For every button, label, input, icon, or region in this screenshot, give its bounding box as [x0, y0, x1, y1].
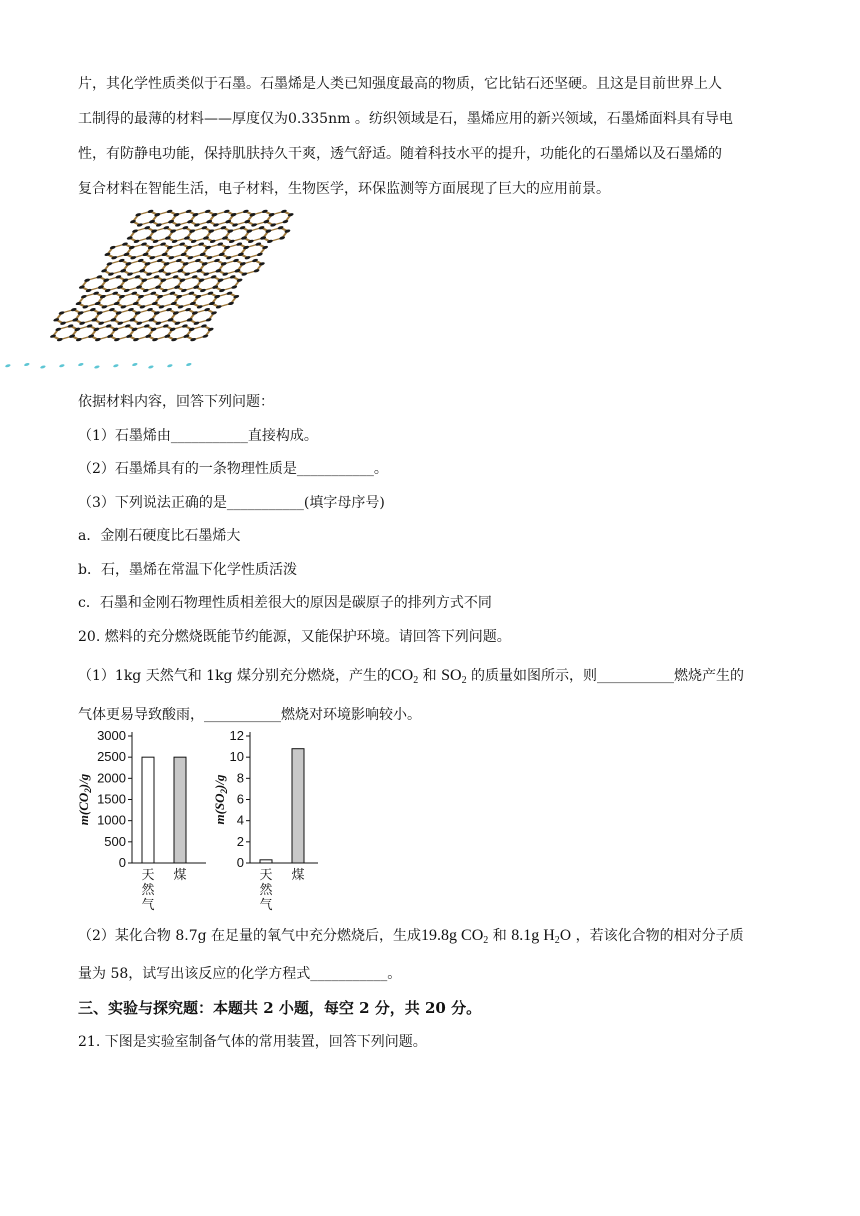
x-category-label: 煤 — [173, 868, 187, 883]
hydrogen-atom — [185, 363, 192, 366]
q19-prompt: 依据材料内容，回答下列问题： — [78, 394, 274, 410]
x-category-label: 天然气 — [141, 868, 155, 913]
y-tick-label: 4 — [236, 812, 244, 828]
carbon-atom — [80, 295, 88, 298]
y-tick-label: 8 — [236, 770, 244, 786]
carbon-atom — [54, 328, 62, 331]
carbon-atom — [58, 311, 66, 314]
carbon-atom — [109, 246, 117, 249]
y-tick-label: 6 — [236, 791, 244, 807]
carbon-atom — [106, 262, 114, 265]
carbon-atom — [230, 285, 238, 288]
hydrogen-atom — [23, 363, 30, 366]
q20-part2-and: 和 — [492, 928, 507, 944]
y-tick-label: 1000 — [97, 812, 126, 828]
y-tick-label: 2 — [236, 833, 244, 849]
y-axis-title: $m(CO_2)/g$ — [76, 773, 93, 826]
q19-option-b: b．石，墨烯在常温下化学性质活泼 — [78, 562, 297, 578]
hydrogen-atom — [93, 366, 100, 369]
q20-part1-line1 — [78, 666, 744, 691]
q20-part1-text-a: （1）1kg 天然气和 1kg 煤分别充分燃烧，产生的 — [78, 668, 391, 684]
q19-part3: （3）下列说法正确的是___________(填字母序号) — [78, 495, 385, 511]
y-tick-label: 12 — [229, 728, 244, 743]
q20-part2-text-b: O ，若该化合物的相对分子质 — [559, 928, 744, 944]
bar-natural-gas — [142, 757, 154, 863]
q21-stem: 21. 下图是实验室制备气体的常用装置，回答下列问题。 — [78, 1034, 427, 1050]
carbon-atom — [83, 279, 91, 282]
q19-part1: （1）石墨烯由___________直接构成。 — [78, 428, 318, 444]
carbon-atom — [131, 230, 139, 233]
q20-part1-and: 和 — [422, 668, 437, 684]
intro-line-2: 工制得的最薄的材料——厚度仅为0.335nm 。纺织领域是石，墨烯应用的新兴领域，石墨烯面料具有导电 — [78, 111, 733, 127]
carbon-atom — [202, 335, 210, 338]
so2-formula: $SO_2$ — [441, 667, 467, 686]
carbon-atom — [282, 220, 290, 223]
y-tick-label: 500 — [104, 833, 126, 849]
y-tick-label: 10 — [229, 749, 244, 765]
hydrogen-atom — [147, 366, 154, 369]
co2-mass-formula: 19.8g $CO_2$ — [421, 927, 489, 946]
q19-part2: （2）石墨烯具有的一条物理性质是___________。 — [78, 461, 388, 477]
hydrogen-atom — [77, 363, 84, 366]
section-3-title: 三、实验与探究题：本题共 2 小题，每空 2 分，共 20 分。 — [78, 999, 482, 1017]
y-tick-label: 0 — [236, 855, 244, 870]
intro-line-4: 复合材料在智能生活，电子材料，生物医学，环保监测等方面展现了巨大的应用前景。 — [78, 181, 610, 197]
y-tick-label: 0 — [118, 855, 126, 870]
x-category-label: 天然气 — [259, 868, 273, 913]
q20-stem: 20. 燃料的充分燃烧既能节约能源，又能保护环境。请回答下列问题。 — [78, 629, 511, 645]
intro-line-1: 片，其化学性质类似于石墨。石墨烯是人类已知强度最高的物质，它比钻石还坚硬。且这是目前世界上人 — [78, 76, 722, 92]
h2o-mass-formula: 8.1g $H_2$ — [511, 927, 560, 946]
q19-option-c: c．石墨和金刚石物理性质相差很大的原因是碳原子的排列方式不同 — [78, 595, 492, 611]
carbon-atom — [278, 236, 286, 239]
bar-natural-gas — [260, 860, 272, 863]
graphene-structure-image — [84, 212, 284, 362]
bar-coal — [292, 749, 304, 863]
hydrogen-atom — [131, 363, 138, 366]
co2-formula: $CO_2$ — [390, 667, 419, 686]
y-tick-label: 1500 — [97, 791, 126, 807]
hydrogen-atom — [166, 364, 173, 367]
x-category-label: 煤 — [291, 868, 305, 883]
q20-part1-text-b: 的质量如图所示，则___________燃烧产生的 — [471, 668, 745, 684]
hydrogen-atom — [58, 364, 65, 367]
carbon-atom — [256, 253, 264, 256]
bar-coal — [174, 757, 186, 863]
carbon-atom — [205, 318, 213, 321]
q20-part1-line2: 气体更易导致酸雨，___________燃烧对环境影响较小。 — [78, 707, 421, 723]
intro-line-3: 性，有防静电功能，保持肌肤持久干爽，透气舒适。随着科技水平的提升，功能化的石墨烯以及石墨烯的 — [78, 146, 722, 162]
so2-mass-bar-chart — [212, 728, 324, 913]
hydrogen-atom — [112, 364, 119, 367]
carbon-atom — [253, 269, 261, 272]
q20-part2-text-a: （2）某化合物 8.7g 在足量的氧气中充分燃烧后，生成 — [78, 928, 422, 944]
q20-part2-line2: 量为 58，试写出该反应的化学方程式___________。 — [78, 966, 402, 982]
y-tick-label: 2500 — [97, 749, 126, 765]
y-tick-label: 2000 — [97, 770, 126, 786]
hydrogen-atom — [4, 364, 11, 367]
co2-mass-bar-chart — [76, 728, 218, 913]
carbon-atom — [134, 213, 142, 216]
q20-part2-line1 — [78, 926, 744, 951]
hydrogen-atom — [39, 366, 46, 369]
carbon-atom — [227, 302, 235, 305]
y-tick-label: 3000 — [97, 728, 126, 743]
q19-option-a: a．金刚石硬度比石墨烯大 — [78, 528, 241, 544]
y-axis-title: $m(SO_2)/g$ — [212, 774, 229, 825]
